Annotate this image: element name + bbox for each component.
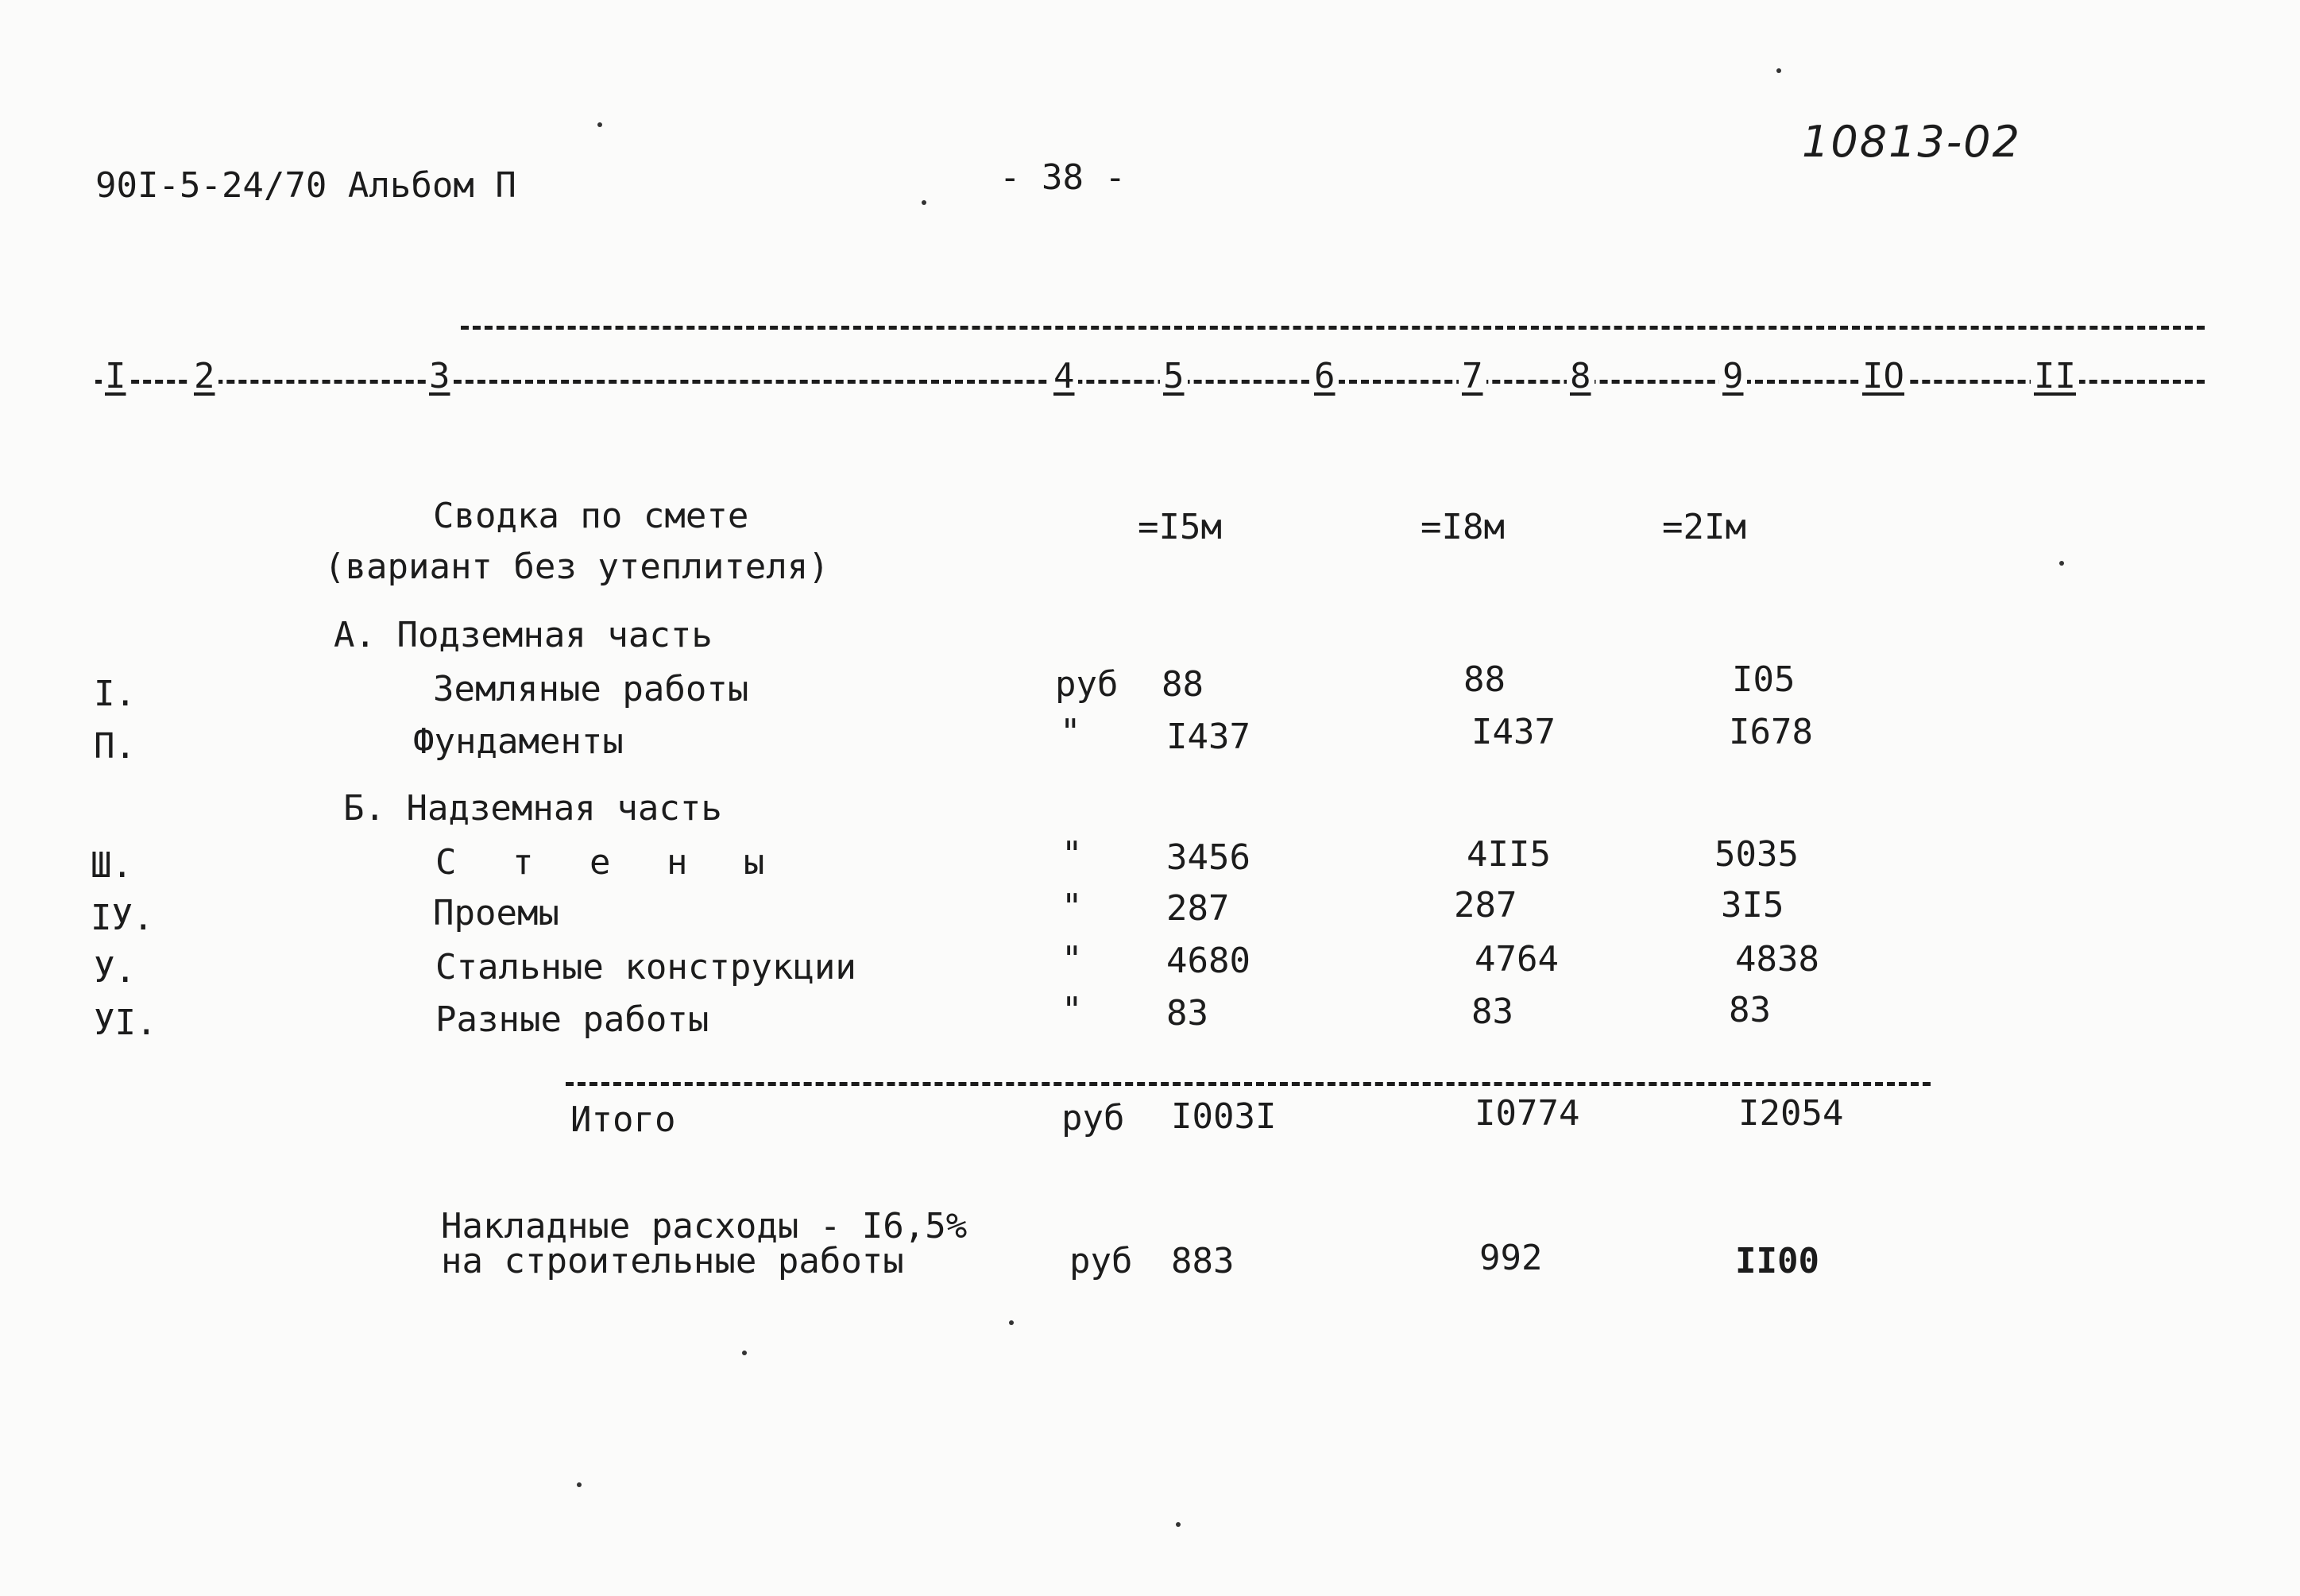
row-unit: " (1061, 990, 1083, 1030)
row-value-15m: 4680 (1166, 941, 1251, 981)
row-name: Земляные работы (433, 669, 749, 709)
row-number: IУ. (91, 898, 154, 938)
row-number: I. (94, 674, 136, 714)
scan-speck (1009, 1320, 1014, 1325)
row-value-21m: 83 (1729, 990, 1771, 1030)
column-number-1: I (102, 356, 129, 396)
column-header-rule-top (461, 326, 2205, 330)
row-name: Разные работы (435, 999, 709, 1040)
scan-speck (597, 122, 602, 127)
column-number-2: 2 (191, 356, 218, 396)
row-value-21m: 5035 (1714, 834, 1799, 875)
overhead-value-21m: II00 (1735, 1241, 1819, 1281)
row-value-15m: 83 (1166, 993, 1208, 1034)
row-number: П. (94, 726, 136, 767)
variant-18m: =I8м (1421, 507, 1505, 547)
row-unit: " (1060, 712, 1081, 752)
row-value-18m: 4II5 (1467, 834, 1551, 875)
row-value-21m: 3I5 (1721, 885, 1784, 926)
handwritten-number: 10813-02 (1802, 117, 2021, 167)
row-number: У. (94, 950, 136, 991)
row-value-18m: I437 (1471, 712, 1556, 752)
row-value-15m: 88 (1162, 664, 1204, 705)
scan-speck (1176, 1522, 1181, 1527)
overhead-value-15m: 883 (1171, 1241, 1235, 1281)
column-number-8: 8 (1567, 356, 1595, 396)
total-rule (566, 1082, 1931, 1086)
total-value-21m: I2054 (1738, 1093, 1844, 1134)
column-number-10: IO (1859, 356, 1908, 396)
overhead-value-18m: 992 (1479, 1238, 1543, 1278)
row-value-18m: 287 (1454, 885, 1517, 926)
row-unit: руб (1055, 664, 1119, 705)
row-unit: " (1061, 939, 1083, 980)
row-value-21m: 4838 (1735, 939, 1819, 980)
total-value-18m: I0774 (1475, 1093, 1580, 1134)
row-name: Проемы (433, 893, 559, 933)
row-number: Ш. (91, 845, 133, 886)
total-label: Итого (570, 1099, 676, 1140)
row-name: Фундаменты (413, 721, 624, 762)
overhead-unit: руб (1069, 1241, 1133, 1281)
scan-speck (1776, 68, 1781, 73)
row-number: УI. (94, 1003, 157, 1043)
summary-title: Сводка по смете (433, 496, 749, 536)
row-value-18m: 4764 (1475, 939, 1559, 980)
row-value-15m: I437 (1166, 717, 1251, 757)
row-name: С т е н ы (435, 842, 783, 883)
row-value-18m: 83 (1471, 991, 1513, 1032)
scan-speck (2059, 561, 2064, 566)
variant-21m: =2Iм (1662, 507, 1746, 547)
document-code: 90I-5-24/70 Альбом П (95, 165, 516, 206)
column-number-11: II (2031, 356, 2079, 396)
variant-15m: =I5м (1138, 507, 1222, 547)
page-number: - 38 - (999, 157, 1126, 198)
row-value-21m: I678 (1729, 712, 1813, 752)
summary-subtitle: (вариант без утеплителя) (324, 547, 829, 587)
column-number-4: 4 (1050, 356, 1078, 396)
overhead-label-line2: на строительные работы (441, 1241, 904, 1281)
total-value-15m: I003I (1171, 1096, 1277, 1137)
column-number-6: 6 (1311, 356, 1339, 396)
row-unit: " (1061, 887, 1083, 927)
column-number-9: 9 (1719, 356, 1747, 396)
total-unit: руб (1061, 1098, 1125, 1138)
row-value-21m: I05 (1732, 659, 1796, 700)
column-number-5: 5 (1160, 356, 1188, 396)
row-unit: " (1061, 834, 1083, 875)
column-number-3: 3 (426, 356, 454, 396)
scan-speck (922, 200, 926, 205)
scan-speck (742, 1351, 747, 1355)
row-value-15m: 3456 (1166, 837, 1251, 878)
column-number-7: 7 (1459, 356, 1486, 396)
row-name: Стальные конструкции (435, 947, 856, 987)
section-b-title: Б. Надземная часть (343, 788, 722, 829)
overhead-label-line1: Накладные расходы - I6,5% (441, 1206, 968, 1246)
row-value-18m: 88 (1463, 659, 1506, 700)
row-value-15m: 287 (1166, 888, 1230, 929)
section-a-title: А. Подземная часть (334, 615, 713, 655)
scan-speck (577, 1482, 582, 1487)
